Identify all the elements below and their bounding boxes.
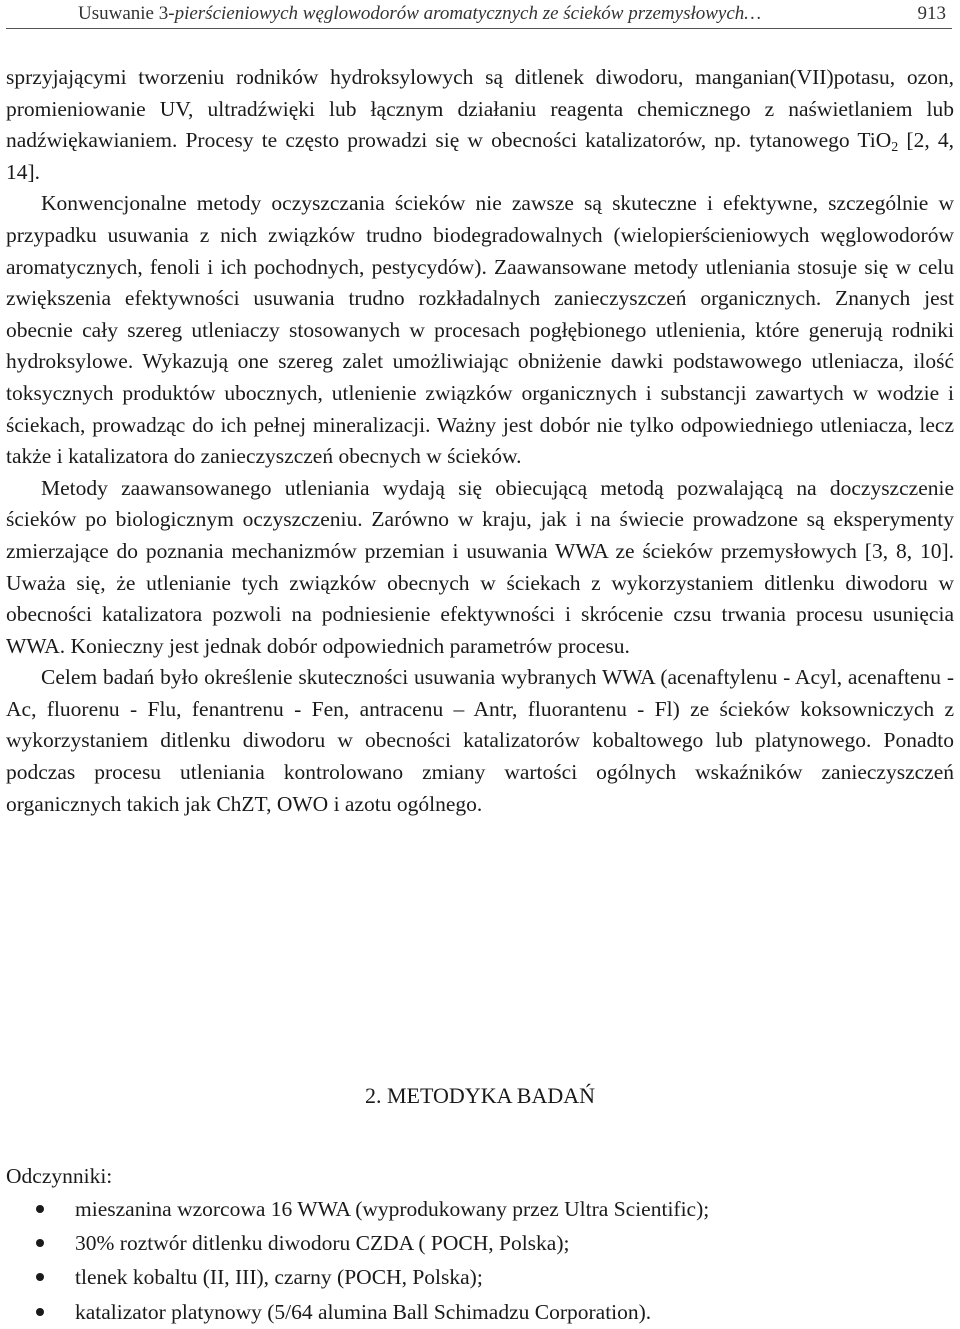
body-text: [6, 62, 954, 820]
bullet-icon: [36, 1308, 44, 1316]
list-item-text: mieszanina wzorcowa 16 WWA (wyprodukowany przez Ultra Scientific);: [75, 1197, 710, 1221]
list-item-text: 30% roztwór ditlenku diwodoru CZDA ( POCH, Polska);: [75, 1231, 570, 1256]
section-heading: 2. METODYKA BADAŃ: [365, 1083, 595, 1108]
paragraph-3: Metody zaawansowanego utleniania wydają się obiecującą metodą pozwalającą na doczyszczenie ścieków po biologicznym oczyszczeniu. Zarówno w kraju, jak i na świecie prowadzone są eksperymenty zmierzające do poznania mechanizmów przemian i usuwania WWA ze ścieków przemysłowych [3, 8, 10]. Uważa się, że utlenianie tych związków obecnych w ściekach z wykorzystaniem ditlenku diwodoru w obecności katalizatora pozwoli na podniesienie efektywności i skrócenie czsu trwania procesu usunięcia WWA. Konieczny jest jednak dobór odpowiednich parametrów procesu.: [6, 475, 954, 658]
running-title-italic: pierścieniowych węglowodorów aromatycznych ze ścieków przemysłowych…: [174, 3, 762, 24]
bullet-icon: [36, 1205, 44, 1213]
running-title: [78, 2, 761, 26]
list-item: [6, 1192, 954, 1226]
paragraph-2: Konwencjonalne metody oczyszczania ścieków nie zawsze są skuteczne i efektywne, szczególnie w przypadku usuwania z nich związków trudno biodegradowalnych (wielopierścieniowych węglowodorów aromatycznych, fenoli i ich pochodnych, pestycydów). Zaawansowane metody utleniania stosuje się w celu zwiększenia efektywności usuwania trudno rozkładalnych zanieczyszczeń organicznych. Znanych jest obecnie cały szereg utleniaczy stosowanych w procesach pogłębionego utlenienia, które generują rodniki hydroksylowe. Wykazują one szereg zalet umożliwiając obniżenie dawki podstawowego utleniacza, ilość toksycznych produktów ubocznych, utlenienie związków organicznych i substancji zawartych w wodzie i ściekach, prowadząc do ich pełnej mineralizacji. Ważny jest dobór nie tylko odpowiedniego utleniacza, lecz także i katalizatora do zanieczyszczeń obecnych w ścieków.: [6, 191, 954, 469]
paragraph-1-text: sprzyjającymi tworzeniu rodników hydroksylowych są ditlenek diwodoru, manganian(VII)potasu, ozon, promieniowanie UV, ultradźwięki lub łącznym działaniu reagenta chemicznego z naświetlaniem lub nadźwiękawianiem. Procesy te często prowadzi się w obecności katalizatorów, np. tytanowego TiO: [6, 65, 954, 153]
reagents-label: Odczynniki:: [6, 1164, 113, 1188]
list-item: [6, 1295, 954, 1329]
paragraph-1: [6, 62, 954, 188]
list-item-text: tlenek kobaltu (II, III), czarny (POCH, Polska);: [75, 1265, 483, 1290]
paragraph-1-citation: [2, 4, 14].: [6, 128, 954, 184]
bullet-icon: [36, 1239, 44, 1247]
running-title-prefix: Usuwanie 3-: [78, 3, 175, 24]
running-header: [6, 2, 952, 29]
list-item: [6, 1226, 954, 1260]
paragraph-4: Celem badań było określenie skuteczności usuwania wybranych WWA (acenaftylenu - Acyl, acenaftenu - Ac, fluorenu - Flu, fenantrenu - Fen, antracenu – Antr, fluorantenu - Fl) ze ścieków koksowniczych z wykorzystaniem ditlenku diwodoru w obecności katalizatorów kobaltowego lub platynowego. Ponadto podczas procesu utleniania kontrolowano zmiany wartości ogólnych wskaźników zanieczyszczeń organicznych takich jak ChZT, OWO i azotu ogólnego.: [6, 665, 954, 816]
bullet-icon: [36, 1273, 44, 1281]
reagents-list: [6, 1192, 954, 1329]
list-item: [6, 1260, 954, 1294]
list-item-text: katalizator platynowy (5/64 alumina Ball Schimadzu Corporation).: [75, 1299, 652, 1324]
subscript-2: 2: [891, 140, 899, 156]
page-number: 913: [917, 3, 946, 24]
